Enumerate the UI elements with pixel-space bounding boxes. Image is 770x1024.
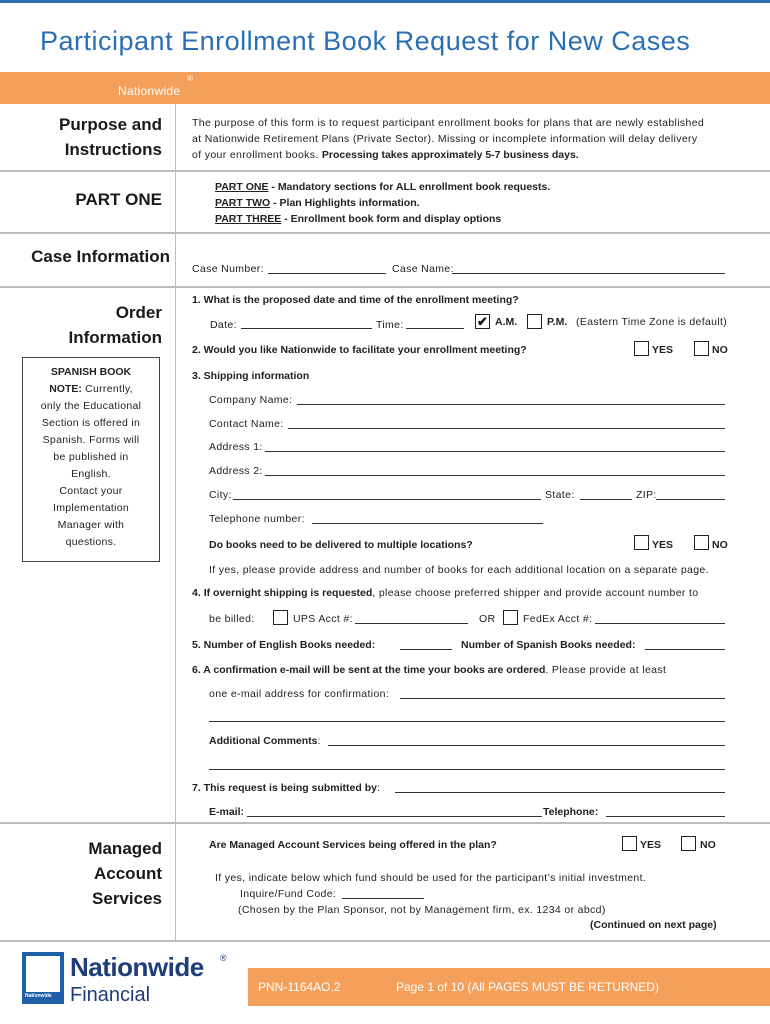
- fedex-checkbox[interactable]: [503, 610, 518, 625]
- q1-time-field[interactable]: [406, 318, 464, 329]
- multi-location-text: Do books need to be delivered to multiple locations?: [209, 539, 473, 551]
- submitted-by-field[interactable]: [395, 782, 725, 793]
- q1-pm-checkbox[interactable]: [527, 314, 542, 329]
- ups-acct-field[interactable]: [355, 613, 468, 624]
- confirmation-email-field[interactable]: [400, 688, 725, 699]
- fedex-acct-label: FedEx Acct #:: [523, 613, 593, 625]
- contact-name-label: Contact Name:: [209, 418, 284, 430]
- section-part-one: PART ONE: [75, 190, 162, 209]
- section-divider: [0, 232, 770, 234]
- managed-yes-checkbox[interactable]: [622, 836, 637, 851]
- footer-divider: [0, 940, 770, 942]
- managed-note-line: If yes, indicate below which fund should be used for the participant’s initial investment.: [215, 872, 647, 884]
- section-divider: [0, 170, 770, 172]
- confirmation-email-field-2[interactable]: [209, 711, 725, 722]
- part-one-line: PART ONE - Mandatory sections for ALL enrollment book requests.: [215, 181, 551, 193]
- q7-telephone-label: Telephone:: [543, 806, 599, 818]
- managed-no-checkbox[interactable]: [681, 836, 696, 851]
- top-rule: [0, 0, 770, 3]
- q3-text: 3. Shipping information: [192, 370, 310, 382]
- spanish-note-line: NOTE: Currently,: [49, 383, 133, 395]
- q4-text: 4. If overnight shipping is requested, please choose preferred shipper and provide account number to: [192, 587, 699, 599]
- q1-date-label: Date:: [210, 319, 237, 331]
- spanish-note-line: Implementation: [53, 502, 129, 514]
- fund-code-label: Inquire/Fund Code:: [240, 888, 337, 900]
- fund-code-field[interactable]: [342, 888, 424, 899]
- city-label: City:: [209, 489, 232, 501]
- q1-am-label: A.M.: [495, 316, 518, 328]
- or-label: OR: [479, 613, 496, 625]
- spanish-note-line: be published in: [53, 451, 129, 463]
- section-case-information: Case Information: [31, 247, 170, 266]
- q7-email-label: E-mail:: [209, 806, 245, 818]
- q1-text: 1. What is the proposed date and time of the enrollment meeting?: [192, 294, 519, 306]
- nationwide-logo-wordmark: Nationwide: [70, 952, 204, 982]
- q1-am-checkbox[interactable]: ✔: [475, 314, 490, 329]
- company-name-field[interactable]: [297, 394, 725, 405]
- comments-label: Additional Comments:: [209, 735, 321, 747]
- case-number-field[interactable]: [268, 263, 386, 274]
- page-title: Participant Enrollment Book Request for New Cases: [40, 26, 691, 56]
- nationwide-logo-inner: [26, 956, 60, 992]
- section-divider: [0, 822, 770, 824]
- purpose-line-3: of your enrollment books. Processing takes approximately 5-7 business days.: [192, 149, 579, 161]
- purpose-line-1: The purpose of this form is to request participant enrollment books for plans that are newly established: [192, 117, 705, 129]
- spanish-note-line: only the Educational: [40, 400, 142, 412]
- column-divider: [175, 104, 176, 940]
- nationwide-logo-financial: Financial: [70, 984, 151, 1006]
- managed-question: Are Managed Account Services being offered in the plan?: [209, 839, 497, 851]
- spanish-note-line: Spanish. Forms will: [42, 434, 140, 446]
- spanish-note-heading: SPANISH BOOK: [50, 366, 132, 378]
- q2-text: 2. Would you like Nationwide to facilitate your enrollment meeting?: [192, 344, 527, 356]
- q1-time-label: Time:: [376, 319, 404, 331]
- q2-yes-checkbox[interactable]: [634, 341, 649, 356]
- q2-yes-label: YES: [652, 344, 674, 356]
- q7-telephone-field[interactable]: [606, 806, 725, 817]
- spanish-note-line: questions.: [65, 536, 117, 548]
- multi-no-label: NO: [712, 539, 728, 551]
- managed-no-label: NO: [700, 839, 716, 851]
- brand-band-registered: ®: [187, 74, 193, 83]
- address1-field[interactable]: [265, 441, 725, 452]
- multi-no-checkbox[interactable]: [694, 535, 709, 550]
- multi-yes-label: YES: [652, 539, 674, 551]
- spanish-book-note: [22, 357, 160, 562]
- address2-field[interactable]: [265, 465, 725, 476]
- q1-date-field[interactable]: [241, 318, 372, 329]
- q7-email-field[interactable]: [247, 806, 542, 817]
- city-field[interactable]: [233, 489, 541, 500]
- part-two-line: PART TWO - Plan Highlights information.: [215, 197, 420, 209]
- spanish-note-line: Contact your: [59, 485, 123, 497]
- section-purpose: Purpose and Instructions: [59, 115, 162, 159]
- company-name-label: Company Name:: [209, 394, 293, 406]
- brand-band-text: Nationwide: [118, 84, 181, 98]
- q5-english-label: 5. Number of English Books needed:: [192, 639, 376, 651]
- managed-yes-label: YES: [640, 839, 662, 851]
- part-three-line: PART THREE - Enrollment book form and display options: [215, 213, 502, 225]
- contact-name-field[interactable]: [288, 418, 725, 429]
- multi-location-note: If yes, please provide address and number of books for each additional location on a separate page.: [209, 564, 709, 576]
- section-order-information: Order Information: [68, 303, 162, 347]
- brand-band: [0, 72, 770, 104]
- q6-email-label: one e-mail address for confirmation:: [209, 688, 390, 700]
- zip-field[interactable]: [656, 489, 725, 500]
- fund-code-note: (Chosen by the Plan Sponsor, not by Management firm, ex. 1234 or abcd): [238, 904, 606, 916]
- q4-billed-label: be billed:: [209, 613, 255, 625]
- english-books-field[interactable]: [400, 639, 452, 650]
- spanish-books-field[interactable]: [645, 639, 725, 650]
- section-managed-account: Managed Account Services: [88, 839, 162, 908]
- form-code: PNN-1164AO.2: [258, 980, 341, 994]
- q1-timezone-note: (Eastern Time Zone is default): [576, 316, 728, 328]
- nationwide-logo-small-text: Nationwide: [25, 993, 52, 999]
- comments-field[interactable]: [328, 735, 725, 746]
- spanish-note-line: English.: [71, 468, 111, 480]
- address1-label: Address 1:: [209, 441, 263, 453]
- q2-no-label: NO: [712, 344, 728, 356]
- spanish-note-line: Manager with: [57, 519, 125, 531]
- ups-checkbox[interactable]: [273, 610, 288, 625]
- case-number-label: Case Number:: [192, 263, 264, 275]
- q7-text: 7. This request is being submitted by:: [192, 782, 381, 794]
- q6-text: 6. A confirmation e-mail will be sent at the time your books are ordered. Please provide at least: [192, 664, 667, 676]
- comments-field-2[interactable]: [209, 759, 725, 770]
- purpose-line-2: at Nationwide Retirement Plans (Private Sector). Missing or incomplete information will delay delivery: [192, 133, 698, 145]
- zip-label: ZIP:: [636, 489, 657, 501]
- page-number: Page 1 of 10 (All PAGES MUST BE RETURNED): [396, 980, 659, 994]
- case-name-label: Case Name:: [392, 263, 454, 275]
- section-divider: [0, 286, 770, 288]
- ups-acct-label: UPS Acct #:: [293, 613, 353, 625]
- telephone-field[interactable]: [312, 513, 543, 524]
- q1-pm-label: P.M.: [547, 316, 568, 328]
- fedex-acct-field[interactable]: [595, 613, 725, 624]
- nationwide-logo-registered: ®: [220, 953, 227, 963]
- case-name-field[interactable]: [452, 263, 725, 274]
- multi-yes-checkbox[interactable]: [634, 535, 649, 550]
- spanish-note-line: Section is offered in: [41, 417, 141, 429]
- continued-note: (Continued on next page): [590, 919, 717, 931]
- state-label: State:: [545, 489, 575, 501]
- telephone-label: Telephone number:: [209, 513, 305, 525]
- q5-spanish-label: Number of Spanish Books needed:: [461, 639, 636, 651]
- address2-label: Address 2:: [209, 465, 263, 477]
- state-field[interactable]: [580, 489, 632, 500]
- q2-no-checkbox[interactable]: [694, 341, 709, 356]
